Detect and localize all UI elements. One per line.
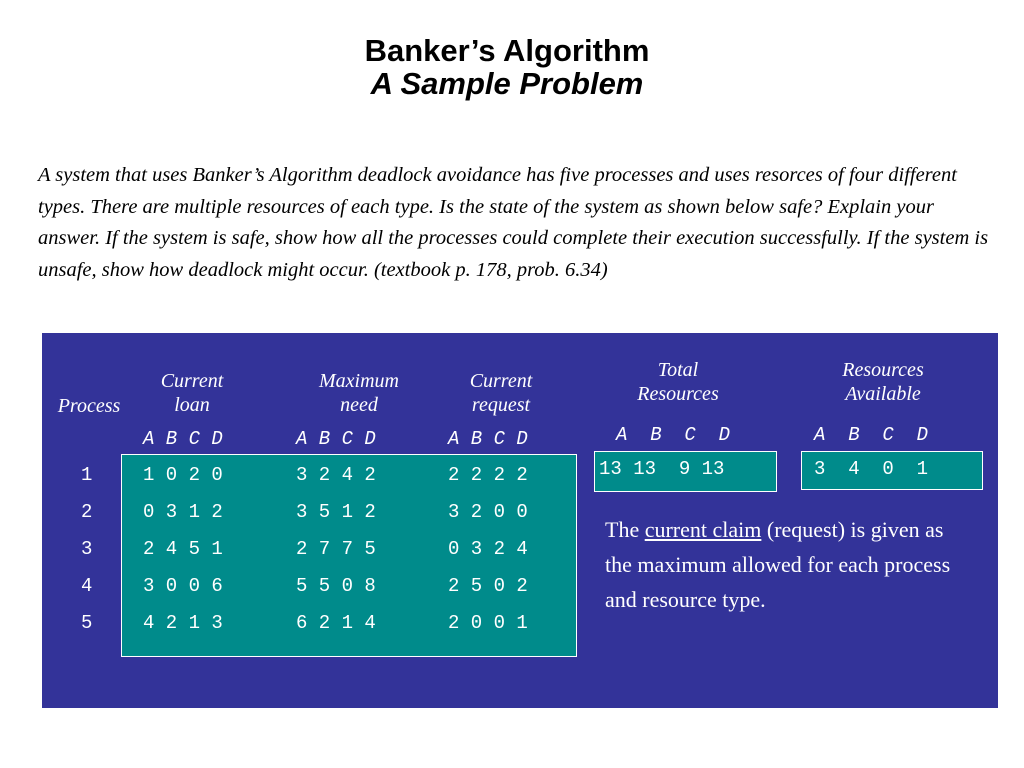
process-id: 5 — [81, 612, 93, 634]
current-request-row: 2 2 2 2 — [448, 464, 528, 486]
current-request-row: 0 3 2 4 — [448, 538, 528, 560]
resources-available-header: Resources Available — [842, 359, 924, 405]
maximum-need-row: 3 2 4 2 — [296, 464, 376, 486]
current-loan-header: Current loan — [160, 370, 224, 416]
maximum-need-header: Maximum need — [319, 370, 399, 416]
need-resource-letters: A B C D — [296, 428, 376, 450]
slide-title — [0, 34, 1014, 100]
process-id: 1 — [81, 464, 93, 486]
current-request-row: 3 2 0 0 — [448, 501, 528, 523]
maximum-need-row: 5 5 0 8 — [296, 575, 376, 597]
total-resources-header: Total Resources — [637, 359, 719, 405]
current-loan-row: 3 0 0 6 — [143, 575, 223, 597]
process-id: 3 — [81, 538, 93, 560]
maximum-need-row: 3 5 1 2 — [296, 501, 376, 523]
current-loan-row: 4 2 1 3 — [143, 612, 223, 634]
current-request-row: 2 0 0 1 — [448, 612, 528, 634]
process-id: 4 — [81, 575, 93, 597]
current-request-header: Current request — [469, 370, 533, 416]
available-resource-letters: A B C D — [814, 424, 929, 446]
current-loan-row: 1 0 2 0 — [143, 464, 223, 486]
maximum-need-row: 2 7 7 5 — [296, 538, 376, 560]
title-subtitle: A Sample Problem — [370, 66, 644, 101]
process-header: Process — [57, 395, 121, 417]
resources-available-values: 3 4 0 1 — [814, 458, 929, 480]
current-loan-row: 0 3 1 2 — [143, 501, 223, 523]
maximum-need-row: 6 2 1 4 — [296, 612, 376, 634]
current-loan-row: 2 4 5 1 — [143, 538, 223, 560]
note-text-after: (request) is given as the maximum allowed for each process and resource type. — [605, 517, 951, 612]
loan-resource-letters: A B C D — [143, 428, 223, 450]
current-request-row: 2 5 0 2 — [448, 575, 528, 597]
note-underlined-term: current claim — [644, 517, 762, 542]
total-resources-values: 13 13 9 13 — [599, 458, 725, 480]
request-resource-letters: A B C D — [448, 428, 528, 450]
total-resource-letters: A B C D — [616, 424, 731, 446]
current-claim-note — [605, 512, 975, 617]
title-main: Banker’s Algorithm — [364, 33, 650, 68]
problem-description: A system that uses Banker’s Algorithm deadlock avoidance has five processes and uses resorces of four different types. There are multiple resources of each type. Is the state of the system as shown below safe? Explain your answer. If the system is safe, show how all the processes could complete their execution successfully. If the system is unsafe, show how deadlock might occur. (textbook p. 178, prob. 6.34) — [38, 164, 989, 281]
process-id: 2 — [81, 501, 93, 523]
note-text-before: The — [605, 517, 645, 542]
